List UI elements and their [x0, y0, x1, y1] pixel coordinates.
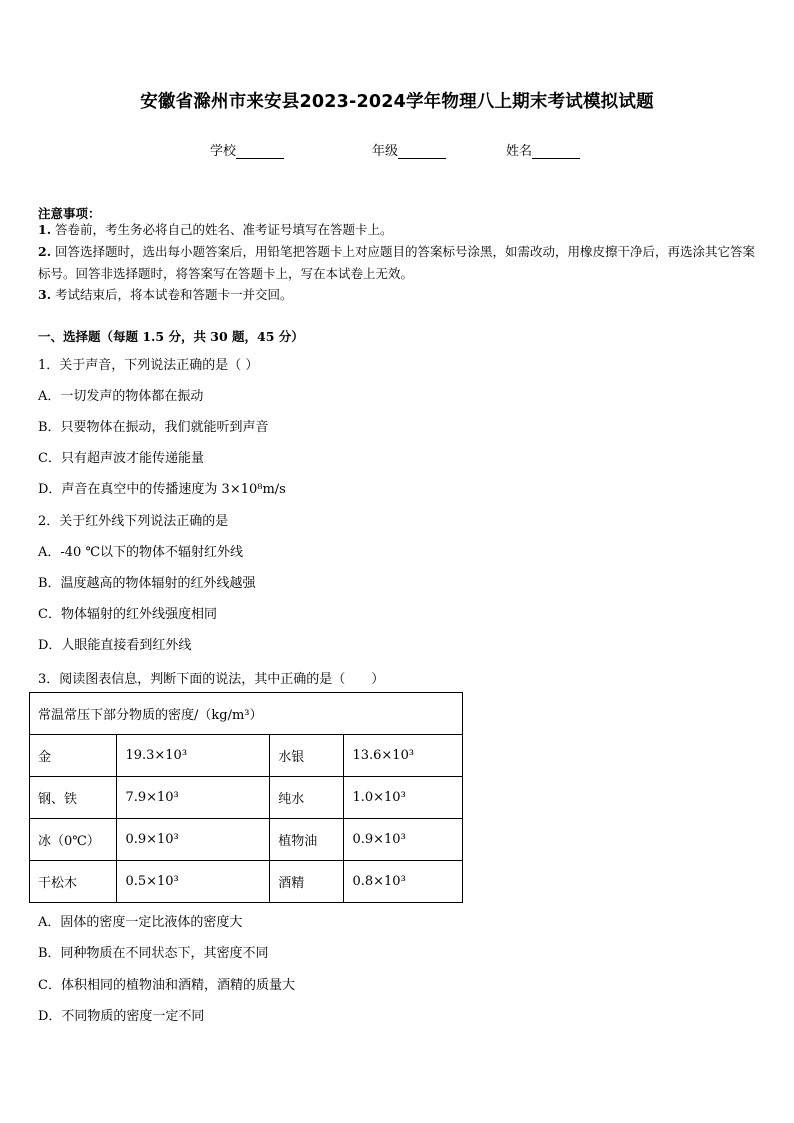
table-cell: 酒精 — [270, 861, 344, 903]
note-number: 3. — [38, 287, 52, 302]
name-field — [506, 140, 580, 159]
question-stem: 2．关于红外线下列说法正确的是 — [38, 514, 229, 529]
grade-label: 年级 — [372, 144, 399, 159]
name-blank — [532, 144, 580, 159]
grade-field — [372, 140, 446, 159]
table-cell: 金 — [30, 735, 117, 777]
option-d: D．不同物质的密度一定不同 — [38, 1009, 205, 1024]
option-b: B．只要物体在振动，我们就能听到声音 — [38, 420, 269, 435]
notes-heading: 注意事项： — [38, 206, 101, 221]
table-cell: 0.9×10³ — [344, 819, 463, 861]
table-cell: 冰（0℃） — [30, 819, 117, 861]
option-c: C．只有超声波才能传递能量 — [38, 451, 204, 466]
table-cell: 干松木 — [30, 861, 117, 903]
option-c: C．体积相同的植物油和酒精，酒精的质量大 — [38, 978, 295, 993]
table-row — [30, 735, 463, 777]
table-cell: 纯水 — [270, 777, 344, 819]
option-d: D．声音在真空中的传播速度为 3×10⁸m/s — [38, 482, 286, 497]
table-cell: 0.8×10³ — [344, 861, 463, 903]
table-header-row — [30, 693, 463, 735]
name-label: 姓名 — [506, 144, 533, 159]
school-label: 学校 — [210, 144, 237, 159]
note-number: 1. — [38, 222, 52, 237]
option-c: C．物体辐射的红外线强度相同 — [38, 607, 217, 622]
table-cell: 1.0×10³ — [344, 777, 463, 819]
table-cell: 19.3×10³ — [117, 735, 270, 777]
note-text: 答卷前，考生务必将自己的姓名、准考证号填写在答题卡上。 — [55, 222, 393, 237]
table-header-cell: 常温常压下部分物质的密度/（kg/m³） — [30, 693, 463, 735]
note-item — [38, 284, 758, 306]
exam-title: 安徽省滁州市来安县2023-2024学年物理八上期末考试模拟试题 — [140, 92, 654, 112]
table-cell: 植物油 — [270, 819, 344, 861]
density-table — [29, 692, 463, 903]
question-stem: 1．关于声音，下列说法正确的是（ ） — [38, 358, 259, 373]
note-item — [38, 219, 758, 241]
option-b: B．同种物质在不同状态下，其密度不同 — [38, 946, 269, 961]
grade-blank — [398, 144, 446, 159]
table-cell: 0.9×10³ — [117, 819, 270, 861]
school-field — [210, 140, 284, 159]
table-cell: 钢、铁 — [30, 777, 117, 819]
table-row — [30, 861, 463, 903]
note-text: 考试结束后，将本试卷和答题卡一并交回。 — [55, 287, 293, 302]
student-info-row — [0, 140, 794, 160]
table-row — [30, 777, 463, 819]
note-text: 回答选择题时，选出每小题答案后，用铅笔把答题卡上对应题目的答案标号涂黑，如需改动，用橡皮擦干净后，再选涂其它答案标号。回答非选择题时，将答案写在答题卡上，写在本试卷上无效。 — [38, 244, 756, 281]
school-blank — [236, 144, 284, 159]
section-title: 一、选择题（每题 1.5 分，共 30 题，45 分） — [38, 329, 304, 344]
option-a: A．固体的密度一定比液体的密度大 — [38, 915, 243, 930]
table-row — [30, 819, 463, 861]
table-cell: 水银 — [270, 735, 344, 777]
note-number: 2. — [38, 244, 52, 259]
question-stem: 3．阅读图表信息，判断下面的说法，其中正确的是（ ） — [38, 672, 385, 687]
option-b: B．温度越高的物体辐射的红外线越强 — [38, 576, 256, 591]
option-a: A．一切发声的物体都在振动 — [38, 389, 204, 404]
option-d: D．人眼能直接看到红外线 — [38, 638, 192, 653]
note-item — [38, 241, 758, 285]
option-a: A．-40 ℃以下的物体不辐射红外线 — [38, 545, 243, 560]
table-cell: 13.6×10³ — [344, 735, 463, 777]
table-cell: 7.9×10³ — [117, 777, 270, 819]
table-cell: 0.5×10³ — [117, 861, 270, 903]
